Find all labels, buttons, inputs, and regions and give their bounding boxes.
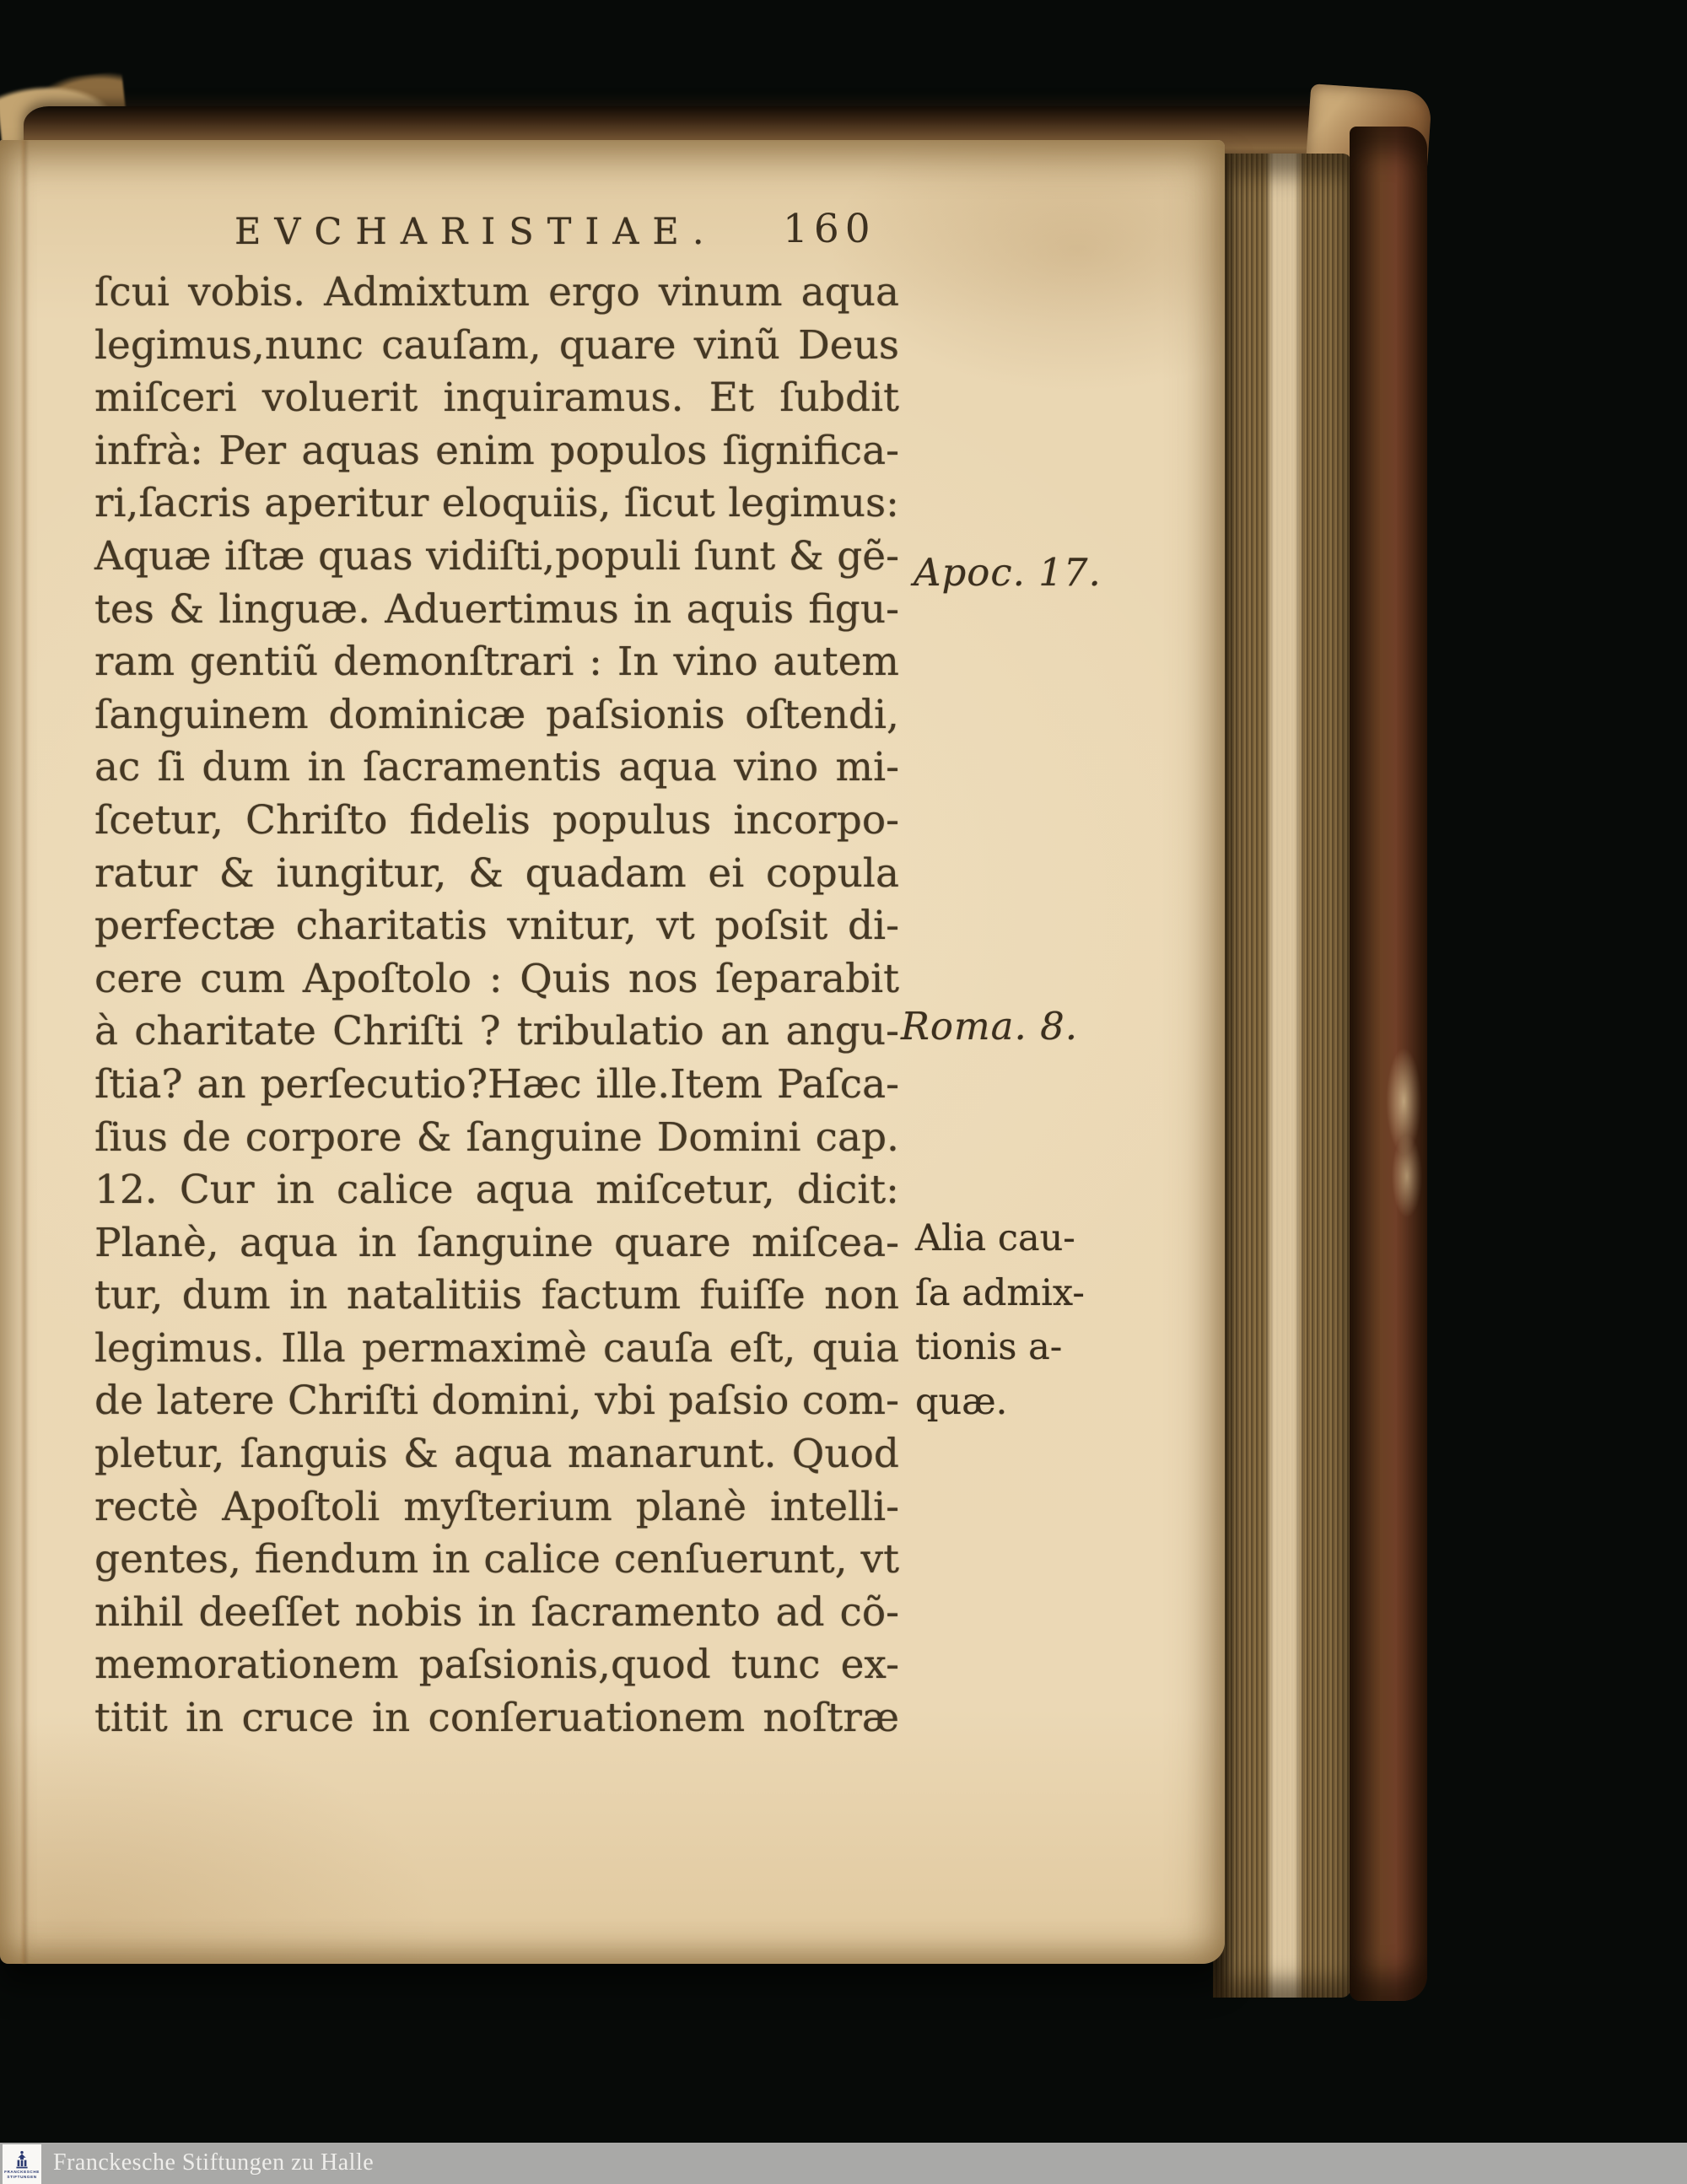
book-cover-leather-edge: [1350, 127, 1427, 2001]
text-line: ſanguinem dominicæ paſsionis oſtendi,: [94, 691, 899, 738]
page-gutter-crease: [20, 140, 29, 1964]
text-line: miſceri voluerit inquiramus. Et ſubdit: [94, 375, 899, 422]
footer-institution-label: Franckesche Stiftungen zu Halle: [53, 2149, 375, 2176]
text-line: legimus. Illa permaximè cauſa eſt, quia: [94, 1324, 899, 1372]
eagle-emblem-icon: [13, 2150, 30, 2169]
text-line: ratur & iungitur, & quadam ei copula: [94, 849, 899, 897]
text-line: cere cum Apoſtolo : Quis nos ſeparabit: [94, 955, 899, 1002]
text-line: ri,ſacris aperitur eloquiis, ſicut legimus:: [94, 480, 899, 527]
margin-note-line: tionis a-: [915, 1326, 1063, 1368]
footer-bar: [0, 2143, 1687, 2184]
text-line: memorationem paſsionis,quod tunc ex-: [94, 1642, 899, 1689]
text-line: titit in cruce in conſeruationem noſtræ: [94, 1695, 899, 1742]
text-line: à charitate Chriſti ? tribulatio an angu-: [94, 1008, 899, 1055]
text-line: ram gentiũ demonſtrari : In vino autem: [94, 639, 899, 686]
text-line: gentes, fiendum in calice cenſuerunt, vt: [94, 1536, 899, 1583]
text-line: ſcui vobis. Admixtum ergo vinum aqua: [94, 269, 899, 315]
text-line: tur, dum in natalitiis factum fuiſſe non: [94, 1272, 899, 1319]
margin-note-line: Alia cau-: [915, 1217, 1075, 1259]
logo-caption-line1: FRANCKESCHE: [4, 2169, 40, 2174]
margin-note-apoc: Apoc. 17.: [914, 550, 1102, 595]
margin-note-alia: [915, 1211, 1085, 1429]
text-line: de latere Chriſti domini, vbi paſsio com-: [94, 1378, 899, 1425]
text-line: legimus,nunc cauſam, quare vinũ Deus: [94, 321, 899, 369]
margin-note-line: quæ.: [915, 1380, 1008, 1423]
text-line: ſcetur, Chriſto fidelis populus incorpo-: [94, 796, 899, 844]
text-line: Aquæ iſtæ quas vidiſti,populi ſunt & gẽ-: [94, 532, 899, 580]
text-line: nihil deeſſet nobis in ſacramento ad cõ-: [94, 1588, 899, 1636]
text-line: ſtia? an perſecutio?Hæc ille.Item Paſca-: [94, 1060, 899, 1108]
margin-note-roma: Roma. 8.: [901, 1004, 1079, 1049]
text-line: ac ſi dum in ſacramentis aqua vino mi-: [94, 744, 899, 791]
text-line: 12. Cur in calice aqua miſcetur, dicit:: [94, 1167, 899, 1214]
logo-caption-line2: STIFTUNGEN: [7, 2174, 37, 2179]
margin-note-line: ſa admix-: [915, 1271, 1085, 1314]
text-line: ſius de corpore & ſanguine Domini cap.: [94, 1114, 899, 1161]
body-text: [94, 267, 899, 1745]
running-header: EVCHARISTIAE.: [234, 211, 718, 253]
book-page: [0, 140, 1225, 1964]
text-line: infrà: Per aquas enim populos ſignifica-: [94, 427, 899, 474]
book-fore-edge-pages: [1213, 154, 1351, 1998]
text-line: perfectæ charitatis vnitur, vt poſsit di-: [94, 903, 899, 950]
text-line: rectè Apoſtoli myſterium planè intelli-: [94, 1483, 899, 1530]
franckesche-stiftungen-logo: [3, 2144, 41, 2184]
text-line: Planè, aqua in ſanguine quare miſcea-: [94, 1219, 899, 1266]
text-line: pletur, ſanguis & aqua manarunt. Quod: [94, 1431, 899, 1478]
page-number: 160: [783, 206, 876, 252]
text-line: tes & linguæ. Aduertimus in aquis figu-: [94, 585, 899, 633]
